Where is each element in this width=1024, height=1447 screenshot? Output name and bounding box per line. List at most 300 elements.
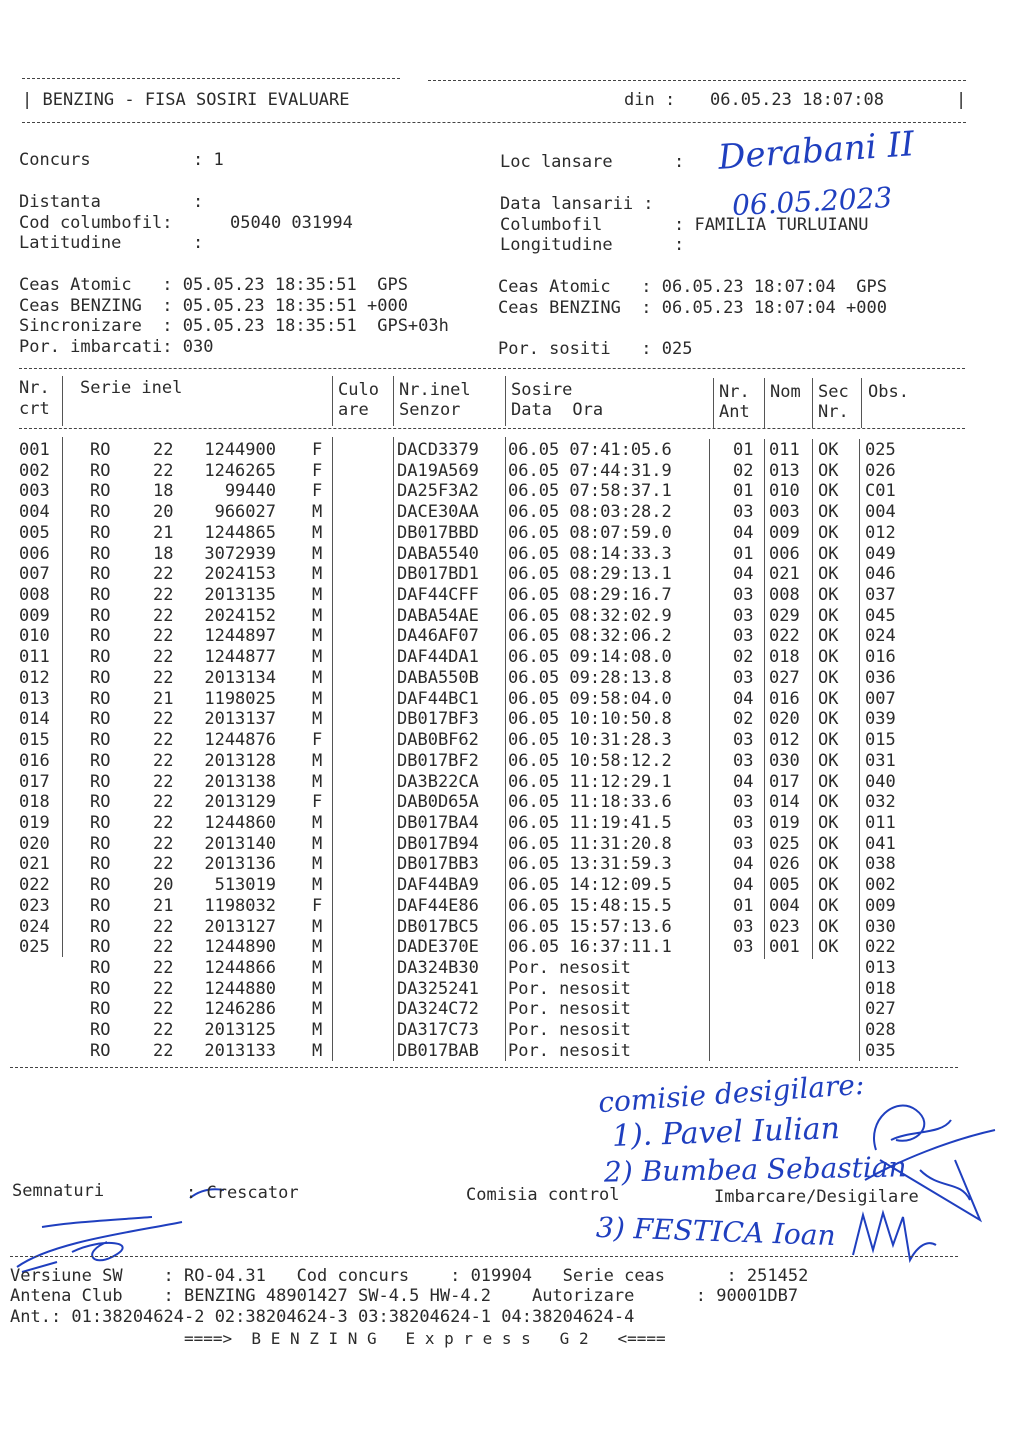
cell-sosire: 06.05 15:48:15.5	[508, 895, 672, 916]
cell-sosire: 06.05 08:32:02.9	[508, 605, 672, 626]
cell-obs: 037	[865, 585, 896, 606]
cell-ant: 01	[733, 481, 754, 502]
cell-senzor: DB017BF3	[397, 709, 479, 730]
cell-nr: 017	[19, 771, 50, 792]
cell-tara: RO	[90, 460, 111, 481]
col-divider	[861, 378, 862, 428]
cell-nr: 009	[19, 605, 50, 626]
cell-obs: 028	[865, 1020, 896, 1041]
cell-sex: M	[312, 543, 323, 564]
report-date-value: 06.05.23 18:07:08	[710, 90, 884, 110]
cell-inel: 2013135	[204, 585, 276, 606]
cell-sec: OK	[818, 605, 839, 626]
cell-nom: 016	[769, 688, 800, 709]
cell-sex: M	[312, 585, 323, 606]
cell-nr: 016	[19, 750, 50, 771]
imbarcare-desigilare-label: Imbarcare/Desigilare	[714, 1187, 919, 1207]
cell-tara: RO	[90, 605, 111, 626]
cell-ant: 03	[733, 605, 754, 626]
cell-senzor: DAF44E86	[397, 895, 479, 916]
cell-an: 22	[153, 999, 174, 1020]
cell-obs: 046	[865, 564, 896, 585]
cell-nom: 012	[769, 730, 800, 751]
cell-sosire: Por. nesosit	[508, 978, 631, 999]
cell-sosire: 06.05 11:19:41.5	[508, 812, 672, 833]
cell-sosire: 06.05 11:31:20.8	[508, 833, 672, 854]
cell-sex: M	[312, 999, 323, 1020]
cell-an: 22	[153, 958, 174, 978]
cell-an: 18	[153, 543, 174, 564]
cell-nom: 020	[769, 709, 800, 730]
header-bottom-rule	[22, 122, 966, 123]
cell-nr: 008	[19, 585, 50, 606]
cell-sec: OK	[818, 626, 839, 647]
cell-senzor: DA324B30	[397, 958, 479, 978]
cell-obs: 041	[865, 833, 896, 854]
cell-nr: 019	[19, 812, 50, 833]
cell-sosire: 06.05 08:14:33.3	[508, 543, 672, 564]
cell-tara: RO	[90, 854, 111, 875]
cell-nom: 021	[769, 564, 800, 585]
cell-an: 22	[153, 709, 174, 730]
cell-senzor: DABA54AE	[397, 605, 479, 626]
cell-sec: OK	[818, 730, 839, 751]
cell-tara: RO	[90, 688, 111, 709]
cell-obs: 007	[865, 688, 896, 709]
col-divider	[62, 376, 63, 426]
cell-ant: 03	[733, 750, 754, 771]
cell-an: 22	[153, 440, 174, 460]
cell-obs: 013	[865, 958, 896, 978]
cell-ant: 01	[733, 895, 754, 916]
col-crt-header: crt	[19, 399, 50, 419]
cell-ant: 02	[733, 460, 754, 481]
cell-sosire: 06.05 08:29:13.1	[508, 564, 672, 585]
col-sosire-header: Sosire	[511, 380, 573, 400]
cell-an: 22	[153, 564, 174, 585]
cell-ant: 01	[733, 543, 754, 564]
cell-inel: 1244876	[204, 730, 276, 751]
cell-tara: RO	[90, 833, 111, 854]
cell-sosire: 06.05 07:58:37.1	[508, 481, 672, 502]
cell-sosire: Por. nesosit	[508, 1020, 631, 1041]
cell-an: 22	[153, 667, 174, 688]
col-senzor-header: Senzor	[399, 400, 461, 420]
cell-sec: OK	[818, 916, 839, 937]
col-divider	[393, 376, 394, 426]
cell-ant: 03	[733, 667, 754, 688]
cell-sec: OK	[818, 440, 839, 460]
commission-member-1: 1). Pavel Iulian	[611, 1111, 841, 1154]
cell-an: 22	[153, 916, 174, 937]
cell-sex: M	[312, 1020, 323, 1041]
cell-senzor: DAF44BA9	[397, 875, 479, 896]
cell-tara: RO	[90, 730, 111, 751]
table-bottom-rule	[10, 1067, 958, 1068]
cell-nom: 018	[769, 647, 800, 668]
col-serie-header: Serie inel	[80, 378, 183, 398]
cell-sec: OK	[818, 895, 839, 916]
cell-sex: M	[312, 812, 323, 833]
cell-sex: F	[312, 481, 323, 502]
cell-senzor: DABA550B	[397, 667, 479, 688]
cell-senzor: DAF44DA1	[397, 647, 479, 668]
cell-obs: 002	[865, 875, 896, 896]
cell-sosire: 06.05 09:58:04.0	[508, 688, 672, 709]
cell-sex: M	[312, 937, 323, 958]
cell-sec: OK	[818, 709, 839, 730]
cell-tara: RO	[90, 481, 111, 502]
porumbei-imbarcati: Por. imbarcati: 030	[19, 337, 214, 357]
comisie-desigilare-handwritten: comisie desigilare:	[597, 1067, 866, 1120]
cell-nr: 004	[19, 502, 50, 523]
loc-lansare-label: Loc lansare	[500, 152, 613, 172]
cell-sex: F	[312, 440, 323, 460]
longitudine-sep: :	[674, 235, 685, 255]
cell-sex: M	[312, 605, 323, 626]
cell-sex: M	[312, 978, 323, 999]
cell-inel: 2013136	[204, 854, 276, 875]
cell-nom: 027	[769, 667, 800, 688]
col-culo-header: Culo	[338, 380, 379, 400]
col-nr-header: Nr.	[19, 378, 50, 398]
cell-nr: 022	[19, 875, 50, 896]
table-top-rule	[19, 368, 965, 369]
cell-ant: 03	[733, 916, 754, 937]
col-obs-header: Obs.	[868, 382, 909, 402]
cell-ant: 04	[733, 564, 754, 585]
cell-senzor: DA46AF07	[397, 626, 479, 647]
cell-sosire: 06.05 13:31:59.3	[508, 854, 672, 875]
cell-tara: RO	[90, 895, 111, 916]
cell-an: 21	[153, 688, 174, 709]
cell-inel: 2013128	[204, 750, 276, 771]
cell-sec: OK	[818, 937, 839, 958]
cell-obs: 039	[865, 709, 896, 730]
cell-nom: 017	[769, 771, 800, 792]
cell-inel: 2024152	[204, 605, 276, 626]
cell-sex: M	[312, 833, 323, 854]
cell-tara: RO	[90, 978, 111, 999]
col-divider	[505, 437, 506, 1061]
cell-sex: M	[312, 522, 323, 543]
cell-senzor: DB017BD1	[397, 564, 479, 585]
cell-inel: 1244860	[204, 812, 276, 833]
cell-inel: 1198025	[204, 688, 276, 709]
header-top-rule-2	[428, 80, 966, 81]
ceas-benzing-end: Ceas BENZING : 06.05.23 18:07:04 +000	[498, 298, 887, 318]
header-right-bar: |	[956, 90, 967, 110]
cell-tara: RO	[90, 667, 111, 688]
cell-nr: 006	[19, 543, 50, 564]
cell-senzor: DACD3379	[397, 440, 479, 460]
cell-sex: M	[312, 916, 323, 937]
cell-inel: 1246286	[204, 999, 276, 1020]
cell-nr: 024	[19, 916, 50, 937]
cell-sex: F	[312, 460, 323, 481]
cell-sex: M	[312, 626, 323, 647]
cell-sosire: Por. nesosit	[508, 958, 631, 978]
columbofil-value: : FAMILIA TURLUIANU	[674, 215, 869, 235]
cell-senzor: DA3B22CA	[397, 771, 479, 792]
cell-an: 22	[153, 792, 174, 813]
cell-an: 22	[153, 771, 174, 792]
cell-nom: 026	[769, 854, 800, 875]
cell-ant: 03	[733, 585, 754, 606]
cell-sec: OK	[818, 585, 839, 606]
cell-an: 21	[153, 522, 174, 543]
footer-benzing-express: ====> B E N Z I N G E x p r e s s G 2 <====	[184, 1329, 666, 1348]
cell-inel: 2013137	[204, 709, 276, 730]
cell-tara: RO	[90, 585, 111, 606]
cell-sec: OK	[818, 667, 839, 688]
cell-obs: 004	[865, 502, 896, 523]
cell-obs: 015	[865, 730, 896, 751]
col-divider	[393, 437, 394, 1061]
cell-sex: F	[312, 895, 323, 916]
cell-obs: 035	[865, 1040, 896, 1061]
cell-sec: OK	[818, 564, 839, 585]
cell-nom: 019	[769, 812, 800, 833]
cell-nr: 011	[19, 647, 50, 668]
cell-tara: RO	[90, 564, 111, 585]
col-divider	[859, 439, 860, 1061]
report-title: | BENZING - FISA SOSIRI EVALUARE	[22, 90, 350, 110]
cell-obs: 016	[865, 647, 896, 668]
cell-senzor: DADE370E	[397, 937, 479, 958]
cell-nr: 005	[19, 522, 50, 543]
cell-sosire: 06.05 16:37:11.1	[508, 937, 672, 958]
cell-tara: RO	[90, 502, 111, 523]
cell-an: 22	[153, 647, 174, 668]
cell-obs: 009	[865, 895, 896, 916]
data-lansarii-handwritten: 06.05.2023	[731, 180, 894, 223]
cell-obs: 032	[865, 792, 896, 813]
crescator-label: : Crescator	[186, 1183, 299, 1203]
col-sec-header: Sec	[818, 382, 849, 402]
cell-sec: OK	[818, 647, 839, 668]
cell-an: 22	[153, 854, 174, 875]
cell-sex: M	[312, 958, 323, 978]
cell-tara: RO	[90, 522, 111, 543]
cell-sec: OK	[818, 750, 839, 771]
cell-sosire: 06.05 07:41:05.6	[508, 440, 672, 460]
cell-sec: OK	[818, 771, 839, 792]
cell-senzor: DA25F3A2	[397, 481, 479, 502]
cell-sex: M	[312, 502, 323, 523]
cell-sosire: 06.05 08:07:59.0	[508, 522, 672, 543]
col-divider	[505, 376, 506, 426]
latitudine-sep: :	[193, 233, 204, 253]
cell-sosire: 06.05 15:57:13.6	[508, 916, 672, 937]
cell-sosire: 06.05 10:58:12.2	[508, 750, 672, 771]
footer-antena: Antena Club : BENZING 48901427 SW-4.5 HW-4.2 Autorizare : 90001DB7	[10, 1286, 799, 1306]
cell-ant: 03	[733, 502, 754, 523]
commission-member-2: 2) Bumbea Sebastian	[603, 1150, 907, 1189]
cell-an: 22	[153, 460, 174, 481]
col-divider	[812, 439, 813, 959]
porumbei-sositi: Por. sositi : 025	[498, 339, 693, 359]
cell-nom: 006	[769, 543, 800, 564]
cell-sosire: 06.05 11:18:33.6	[508, 792, 672, 813]
cell-inel: 1244897	[204, 626, 276, 647]
col-data-ora-header: Data Ora	[511, 400, 604, 420]
cell-nr: 018	[19, 792, 50, 813]
cell-an: 22	[153, 585, 174, 606]
cell-nom: 009	[769, 522, 800, 543]
cell-an: 22	[153, 750, 174, 771]
cell-obs: 030	[865, 916, 896, 937]
cell-inel: 2013138	[204, 771, 276, 792]
cell-sosire: 06.05 14:12:09.5	[508, 875, 672, 896]
cell-sosire: 06.05 08:03:28.2	[508, 502, 672, 523]
cell-ant: 03	[733, 792, 754, 813]
cell-nom: 005	[769, 875, 800, 896]
loc-lansare-sep: :	[674, 152, 685, 172]
cell-nr: 023	[19, 895, 50, 916]
cell-ant: 04	[733, 875, 754, 896]
cell-senzor: DA325241	[397, 978, 479, 999]
cell-nr: 013	[19, 688, 50, 709]
cell-nr: 020	[19, 833, 50, 854]
cell-senzor: DABA5540	[397, 543, 479, 564]
cell-sec: OK	[818, 688, 839, 709]
cell-sec: OK	[818, 502, 839, 523]
cell-an: 22	[153, 978, 174, 999]
cell-sosire: Por. nesosit	[508, 1040, 631, 1061]
col-divider	[709, 439, 710, 1061]
cell-sosire: 06.05 10:10:50.8	[508, 709, 672, 730]
cell-nr: 025	[19, 937, 50, 958]
cell-sex: M	[312, 688, 323, 709]
cell-obs: 025	[865, 440, 896, 460]
cell-senzor: DAF44BC1	[397, 688, 479, 709]
col-nom-header: Nom	[770, 382, 801, 402]
cell-sex: F	[312, 792, 323, 813]
cell-obs: C01	[865, 481, 896, 502]
cell-nr: 015	[19, 730, 50, 751]
cell-tara: RO	[90, 440, 111, 460]
cell-nom: 022	[769, 626, 800, 647]
cell-sosire: 06.05 09:14:08.0	[508, 647, 672, 668]
cell-obs: 040	[865, 771, 896, 792]
cell-an: 21	[153, 895, 174, 916]
cell-obs: 049	[865, 543, 896, 564]
cell-senzor: DAB0D65A	[397, 792, 479, 813]
cell-tara: RO	[90, 999, 111, 1020]
cell-nom: 014	[769, 792, 800, 813]
cell-tara: RO	[90, 916, 111, 937]
cell-obs: 038	[865, 854, 896, 875]
sincronizare: Sincronizare : 05.05.23 18:35:51 GPS+03h	[19, 316, 449, 336]
cell-an: 22	[153, 626, 174, 647]
cell-an: 20	[153, 875, 174, 896]
cell-ant: 04	[733, 688, 754, 709]
cell-an: 22	[153, 1040, 174, 1061]
cell-sec: OK	[818, 543, 839, 564]
cell-senzor: DB017B94	[397, 833, 479, 854]
cell-tara: RO	[90, 771, 111, 792]
col-divider	[332, 437, 333, 1061]
cell-senzor: DA317C73	[397, 1020, 479, 1041]
cell-sex: M	[312, 1040, 323, 1061]
cell-nom: 001	[769, 937, 800, 958]
col-divider	[764, 378, 765, 428]
cod-columbofil-label: Cod columbofil:	[19, 213, 173, 233]
cell-inel: 2013129	[204, 792, 276, 813]
cell-inel: 99440	[224, 481, 276, 502]
cell-nom: 023	[769, 916, 800, 937]
cell-an: 22	[153, 937, 174, 958]
data-lansarii-label: Data lansarii :	[500, 194, 654, 214]
cell-nr: 007	[19, 564, 50, 585]
cell-tara: RO	[90, 812, 111, 833]
columbofil-label: Columbofil	[500, 215, 603, 235]
cell-sosire: 06.05 08:29:16.7	[508, 585, 672, 606]
cell-an: 18	[153, 481, 174, 502]
cell-senzor: DB017BF2	[397, 750, 479, 771]
cell-sosire: Por. nesosit	[508, 999, 631, 1020]
cell-inel: 1244890	[204, 937, 276, 958]
distanta-label: Distanta	[19, 192, 101, 212]
cell-ant: 04	[733, 854, 754, 875]
col-culoare-header: are	[338, 400, 369, 420]
col-nr-ant-header: Nr.	[719, 382, 750, 402]
col-divider	[62, 437, 63, 957]
cell-an: 22	[153, 730, 174, 751]
cell-inel: 2013127	[204, 916, 276, 937]
concurs-label: Concurs	[19, 150, 91, 170]
cell-obs: 022	[865, 937, 896, 958]
cell-ant: 04	[733, 522, 754, 543]
cell-nr: 010	[19, 626, 50, 647]
cell-sosire: 06.05 07:44:31.9	[508, 460, 672, 481]
cell-nom: 003	[769, 502, 800, 523]
cell-tara: RO	[90, 647, 111, 668]
cell-senzor: DB017BC5	[397, 916, 479, 937]
cell-obs: 011	[865, 812, 896, 833]
cell-nom: 030	[769, 750, 800, 771]
col-nrinel-header: Nr.inel	[399, 380, 471, 400]
cell-an: 22	[153, 605, 174, 626]
cell-senzor: DACE30AA	[397, 502, 479, 523]
concurs-value: : 1	[193, 150, 224, 170]
cell-ant: 02	[733, 647, 754, 668]
loc-lansare-handwritten: Derabani II	[716, 124, 916, 178]
cell-obs: 012	[865, 522, 896, 543]
table-header-rule	[19, 428, 965, 429]
cell-an: 22	[153, 812, 174, 833]
cell-ant: 03	[733, 626, 754, 647]
semnaturi-label: Semnaturi	[12, 1181, 105, 1201]
cell-tara: RO	[90, 1040, 111, 1061]
cell-obs: 018	[865, 978, 896, 999]
cell-tara: RO	[90, 875, 111, 896]
ceas-benzing-start: Ceas BENZING : 05.05.23 18:35:51 +000	[19, 296, 408, 316]
col-divider	[764, 439, 765, 959]
cell-nom: 010	[769, 481, 800, 502]
cell-nom: 011	[769, 440, 800, 460]
cell-sex: M	[312, 771, 323, 792]
cell-obs: 031	[865, 750, 896, 771]
cell-ant: 03	[733, 833, 754, 854]
cell-inel: 1244880	[204, 978, 276, 999]
distanta-sep: :	[193, 192, 204, 212]
cell-nr: 021	[19, 854, 50, 875]
cell-obs: 026	[865, 460, 896, 481]
cell-tara: RO	[90, 1020, 111, 1041]
cell-an: 22	[153, 1020, 174, 1041]
